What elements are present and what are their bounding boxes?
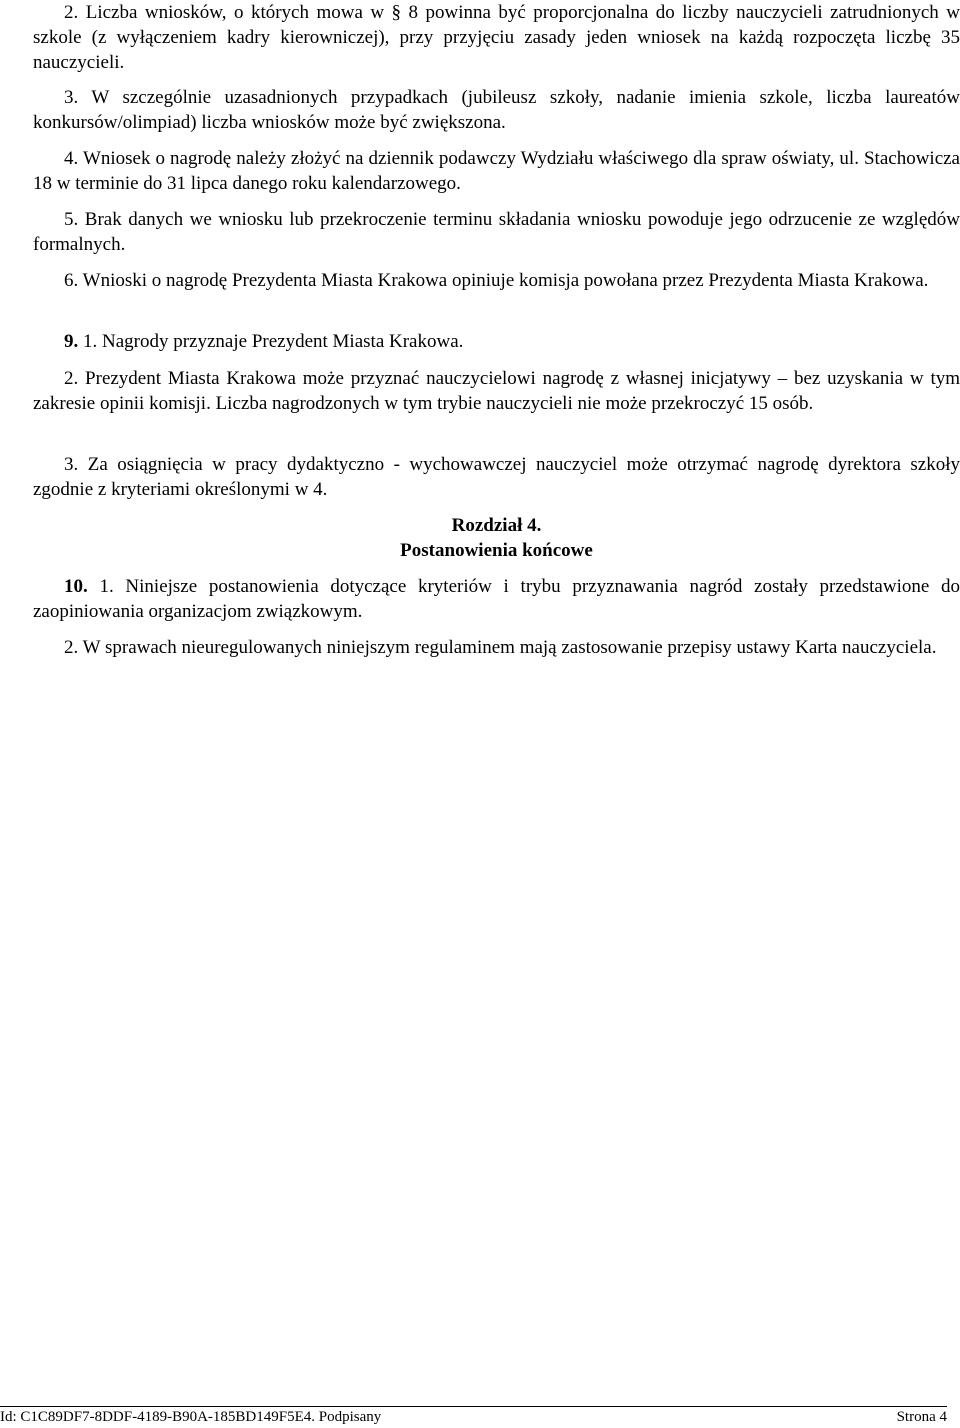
paragraph-text: 1. Niniejsze postanowienia dotyczące kryteriów i trybu przyznawania nagród zostały przedstawione do zaopiniowania organizacjom związkowym. — [33, 576, 960, 622]
paragraph-8-6 — [33, 268, 960, 293]
paragraph-9-2 — [33, 366, 960, 416]
paragraph-8-4 — [33, 146, 960, 196]
paragraph-9-1 — [33, 329, 960, 354]
paragraph-text: 5. Brak danych we wniosku lub przekroczenie terminu składania wniosku powoduje jego odrzucenie ze względów formalnych. — [33, 209, 960, 255]
paragraph-text: 2. W sprawach nieuregulowanych niniejszym regulaminem mają zastosowanie przepisy ustawy Karta nauczyciela. — [64, 637, 937, 658]
paragraph-text: 3. Za osiągnięcia w pracy dydaktyczno - wychowawczej nauczyciel może otrzymać nagrodę dyrektora szkoły zgodnie z kryteriami określonymi w 4. — [33, 454, 960, 500]
paragraph-8-2 — [33, 0, 960, 75]
paragraph-10-1 — [33, 574, 960, 624]
footer-page-number: Strona 4 — [896, 1409, 947, 1425]
section-number: 9. — [64, 331, 79, 352]
paragraph-text: 6. Wnioski o nagrodę Prezydenta Miasta Krakowa opiniuje komisja powołana przez Prezydenta Miasta Krakowa. — [64, 270, 929, 291]
paragraph-8-5 — [33, 207, 960, 257]
paragraph-text: 2. Liczba wniosków, o których mowa w § 8 powinna być proporcjonalna do liczby nauczycieli zatrudnionych w szkole (z wyłączeniem kadry kierowniczej), przy przyjęciu zasady jeden wniosek na każdą rozpoczęta liczbę 35 nauczycieli. — [33, 2, 960, 73]
chapter-title: Postanowienia końcowe — [400, 540, 593, 561]
footer-document-id: Id: C1C89DF7-8DDF-4189-B90A-185BD149F5E4. Podpisany — [0, 1409, 382, 1425]
paragraph-8-3 — [33, 85, 960, 135]
paragraph-text: 2. Prezydent Miasta Krakowa może przyznać nauczycielowi nagrodę z własnej inicjatywy – bez uzyskania w tym zakresie opinii komisji. Liczba nagrodzonych w tym trybie nauczycieli nie może przekroczyć 15 osób. — [33, 368, 960, 414]
paragraph-10-2 — [33, 635, 960, 660]
paragraph-text: 4. Wniosek o nagrodę należy złożyć na dziennik podawczy Wydziału właściwego dla spraw oświaty, ul. Stachowicza 18 w terminie do 31 lipca danego roku kalendarzowego. — [33, 148, 960, 194]
section-number: 10. — [64, 576, 88, 597]
paragraph-9-3 — [33, 452, 960, 502]
paragraph-text: 1. Nagrody przyznaje Prezydent Miasta Krakowa. — [78, 331, 464, 352]
paragraph-text: 3. W szczególnie uzasadnionych przypadkach (jubileusz szkoły, nadanie imienia szkole, liczba laureatów konkursów/olimpiad) liczba wniosków może być zwiększona. — [33, 87, 960, 133]
chapter-number: Rozdział 4. — [451, 515, 542, 536]
